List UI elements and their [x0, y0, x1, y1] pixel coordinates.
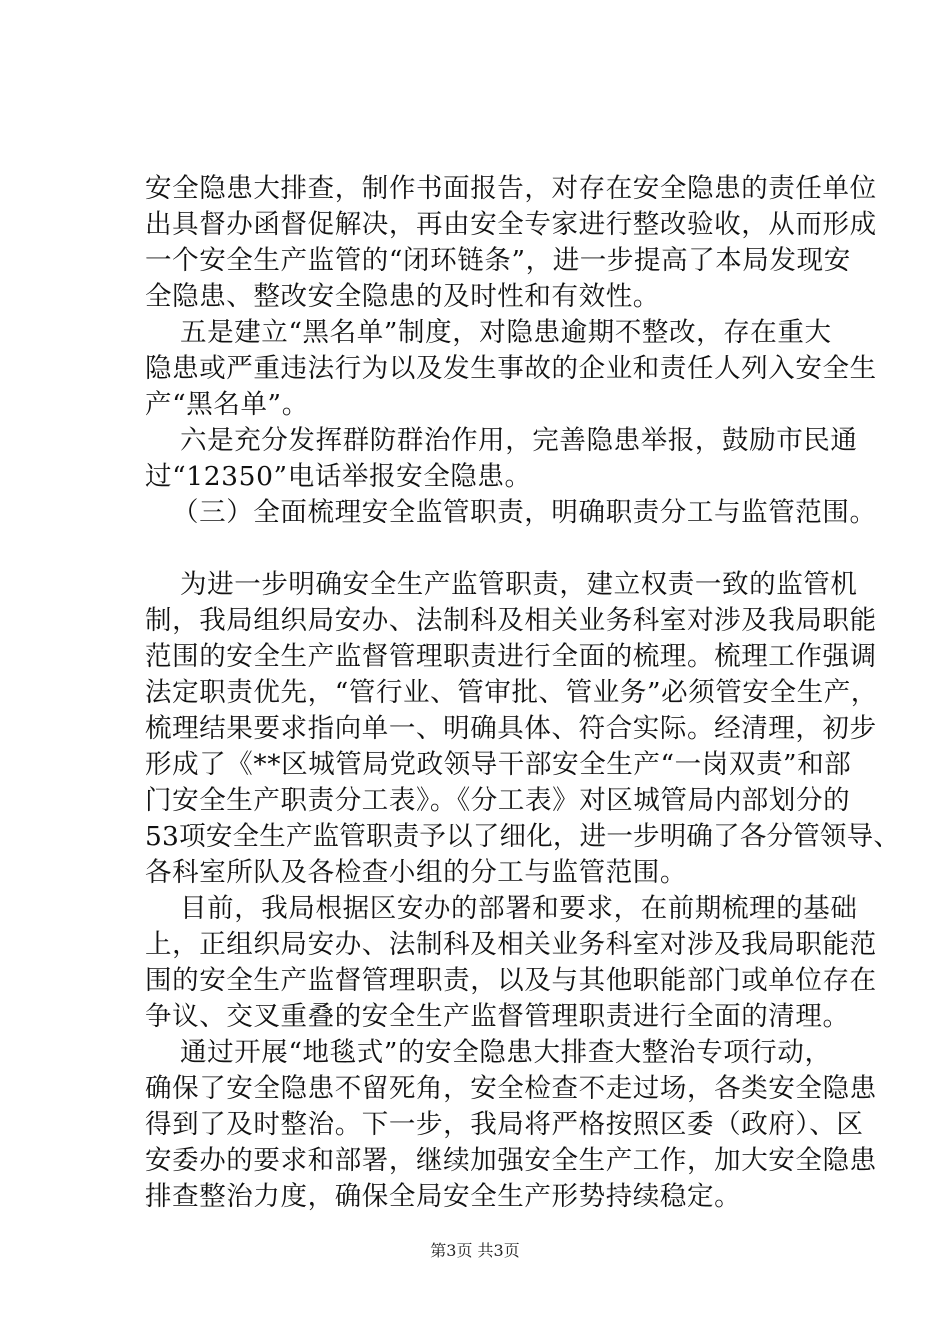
text-line: 53项安全生产监管职责予以了细化，进一步明确了各分管领导、 [145, 821, 901, 852]
page-number-footer: 第3页 共3页 [430, 1241, 520, 1260]
text-line: 法定职责优先，“管行业、管审批、管业务”必须管安全生产， [145, 677, 878, 708]
text-line: 门安全生产职责分工表》。《分工表》对区城管局内部划分的 [145, 785, 851, 816]
text-line: 围的安全生产监督管理职责，以及与其他职能部门或单位存在 [145, 965, 877, 996]
paragraph-start-line: 通过开展“地毯式”的安全隐患大排查大整治专项行动， [180, 1037, 832, 1068]
paragraph-start-line: 六是充分发挥群防群治作用，完善隐患举报，鼓励市民通 [180, 425, 858, 456]
text-line: 一个安全生产监管的“闭环链条”，进一步提高了本局发现安 [145, 245, 851, 276]
section-heading: （三）全面梳理安全监管职责，明确职责分工与监管范围。 [172, 497, 877, 528]
text-line: 得到了及时整治。下一步，我局将严格按照区委（政府）、区 [145, 1109, 864, 1140]
text-line: 隐患或严重违法行为以及发生事故的企业和责任人列入安全生 [145, 353, 877, 384]
text-line: 过“12350”电话举报安全隐患。 [145, 461, 532, 492]
text-line: 上，正组织局安办、法制科及相关业务科室对涉及我局职能范 [145, 929, 877, 960]
text-line: 梳理结果要求指向单一、明确具体、符合实际。经清理，初步 [145, 713, 877, 744]
text-line: 产“黑名单”。 [145, 389, 309, 420]
text-line: 确保了安全隐患不留死角，安全检查不走过场，各类安全隐患 [145, 1073, 877, 1104]
text-line: 争议、交叉重叠的安全生产监督管理职责进行全面的清理。 [145, 1001, 850, 1032]
text-line: 出具督办函督促解决，再由安全专家进行整改验收，从而形成 [145, 209, 877, 240]
text-line: 制，我局组织局安办、法制科及相关业务科室对涉及我局职能 [145, 605, 877, 636]
text-line: 排查整治力度，确保全局安全生产形势持续稳定。 [145, 1181, 742, 1212]
paragraph-start-line: 五是建立“黑名单”制度，对隐患逾期不整改，存在重大 [180, 317, 832, 348]
text-line: 形成了《**区城管局党政领导干部安全生产“一岗双责”和部 [145, 749, 852, 780]
paragraph-start-line: 为进一步明确安全生产监管职责，建立权责一致的监管机 [180, 569, 858, 600]
text-line: 安委办的要求和部署，继续加强安全生产工作，加大安全隐患 [145, 1145, 877, 1176]
text-line: 范围的安全生产监督管理职责进行全面的梳理。梳理工作强调 [145, 641, 877, 672]
paragraph-start-line: 目前，我局根据区安办的部署和要求，在前期梳理的基础 [180, 893, 858, 924]
text-line: 安全隐患大排查，制作书面报告，对存在安全隐患的责任单位 [145, 173, 877, 204]
text-line: 各科室所队及各检查小组的分工与监管范围。 [145, 857, 687, 888]
text-line: 全隐患、整改安全隐患的及时性和有效性。 [145, 281, 660, 312]
